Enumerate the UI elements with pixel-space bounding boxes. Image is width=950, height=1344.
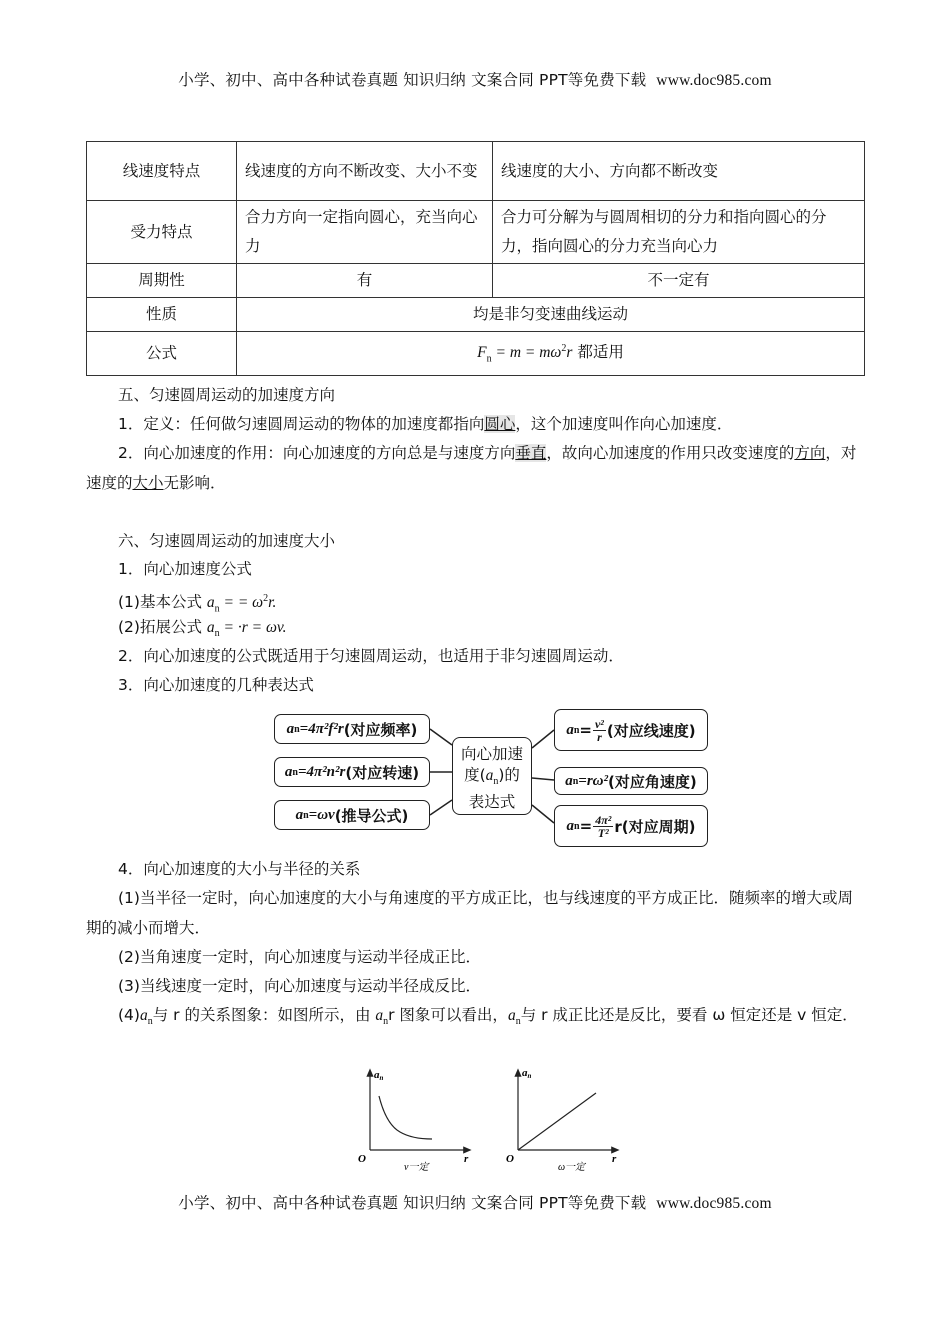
svg-text:O: O — [358, 1153, 366, 1165]
angular-velocity-box: a n =rω² (对应角速度) — [554, 767, 708, 795]
section4-title: 4．向心加速度的大小与半径的关系 — [118, 860, 361, 878]
expressions-heading: 3．向心加速度的几种表达式 — [118, 676, 314, 694]
svg-text:v一定: v一定 — [404, 1162, 429, 1173]
section5-function: 2．向心加速度的作用：向心加速度的方向总是与速度方向垂直，故向心加速度的作用只改变速度的方向，对速度的大小无影响． — [86, 444, 857, 492]
uniform-cell: 合力方向一定指向圆心，充当向心力 — [237, 201, 493, 264]
freq-expression-box: a n =4π²f²r (对应频率) — [274, 714, 430, 744]
row-label: 受力特点 — [87, 201, 237, 264]
formula-heading: 1．向心加速度公式 — [118, 560, 252, 578]
linear-velocity-box: a n = $\frac{\text{v²}}{r}$ (对应线速度) — [554, 709, 708, 751]
svg-text:r: r — [464, 1153, 469, 1165]
svg-text:O: O — [506, 1153, 514, 1165]
merged-cell: 均是非匀变速曲线运动 — [237, 298, 865, 332]
section4-p3: (3)当线速度一定时，向心加速度与运动半径成反比． — [118, 977, 481, 995]
inverse-curve — [379, 1096, 432, 1139]
svg-text:r: r — [612, 1153, 617, 1165]
linear-graph — [506, 1067, 617, 1173]
basic-formula: (1)基本公式 $a_n$ = = $\omega^2r$. — [118, 593, 277, 615]
linear-line — [518, 1093, 596, 1150]
header-text: 小学、初中、高中各种试卷真题 知识归纳 文案合同 PPT等免费下载 — [178, 71, 647, 89]
page-footer — [0, 1191, 950, 1213]
row-label: 线速度特点 — [87, 142, 237, 201]
inverse-graph — [358, 1069, 469, 1173]
section6-title: 六、匀速圆周运动的加速度大小 — [118, 532, 336, 550]
derived-expression-box: a n =ωv (推导公式) — [274, 800, 430, 830]
extended-formula: (2)拓展公式 $a_n = \cdot r = \omega v$. — [118, 618, 287, 640]
footer-text: 小学、初中、高中各种试卷真题 知识归纳 文案合同 PPT等免费下载 — [178, 1194, 647, 1212]
section4-p1: (1)当半径一定时，向心加速度的大小与角速度的平方成正比，也与线速度的平方成正比．随频率的增大或周期的减小而增大． — [86, 889, 853, 937]
row-label: 公式 — [87, 332, 237, 376]
svg-text:an: an — [522, 1067, 532, 1080]
svg-text:an: an — [374, 1069, 384, 1082]
row-label: 周期性 — [87, 264, 237, 298]
footer-url[interactable]: www.doc985.com — [656, 1195, 772, 1212]
section5-title: 五、匀速圆周运动的加速度方向 — [118, 386, 336, 404]
row-label: 性质 — [87, 298, 237, 332]
uniform-cell: 有 — [237, 264, 493, 298]
applicability-note: 2．向心加速度的公式既适用于匀速圆周运动，也适用于非匀速圆周运动． — [118, 647, 624, 665]
header-url[interactable]: www.doc985.com — [656, 72, 772, 89]
an-r-graphs — [350, 1062, 630, 1180]
period-box: a n = $\frac{\text{4π²}}{\text{T²}}$ r(对应周期) — [554, 805, 708, 847]
formula-cell: $F_n = m = m\omega^2r$ 都适用 — [237, 332, 865, 376]
speed-expression-box: a n =4π²n²r (对应转速) — [274, 757, 430, 787]
nonuniform-cell: 合力可分解为与圆周相切的分力和指向圆心的分力，指向圆心的分力充当向心力 — [493, 201, 865, 264]
uniform-cell: 线速度的方向不断改变、大小不变 — [237, 142, 493, 201]
section5-definition: 1．定义：任何做匀速圆周运动的物体的加速度都指向圆心，这个加速度叫作向心加速度． — [118, 415, 733, 433]
nonuniform-cell: 不一定有 — [493, 264, 865, 298]
nonuniform-cell: 线速度的大小、方向都不断改变 — [493, 142, 865, 201]
center-expression-box: 向心加速 度$(a_n)$的 表达式 — [452, 737, 532, 815]
section4-p4: $(4)a_n$与 r 的关系图象：如图所示，由 $a_nr$ 图象可以看出，$a_n$与 r 成正比还是反比，要看 ω 恒定还是 v 恒定． — [118, 1006, 858, 1028]
svg-text:ω一定: ω一定 — [558, 1162, 586, 1173]
section4-p2: (2)当角速度一定时，向心加速度与运动半径成正比． — [118, 948, 481, 966]
